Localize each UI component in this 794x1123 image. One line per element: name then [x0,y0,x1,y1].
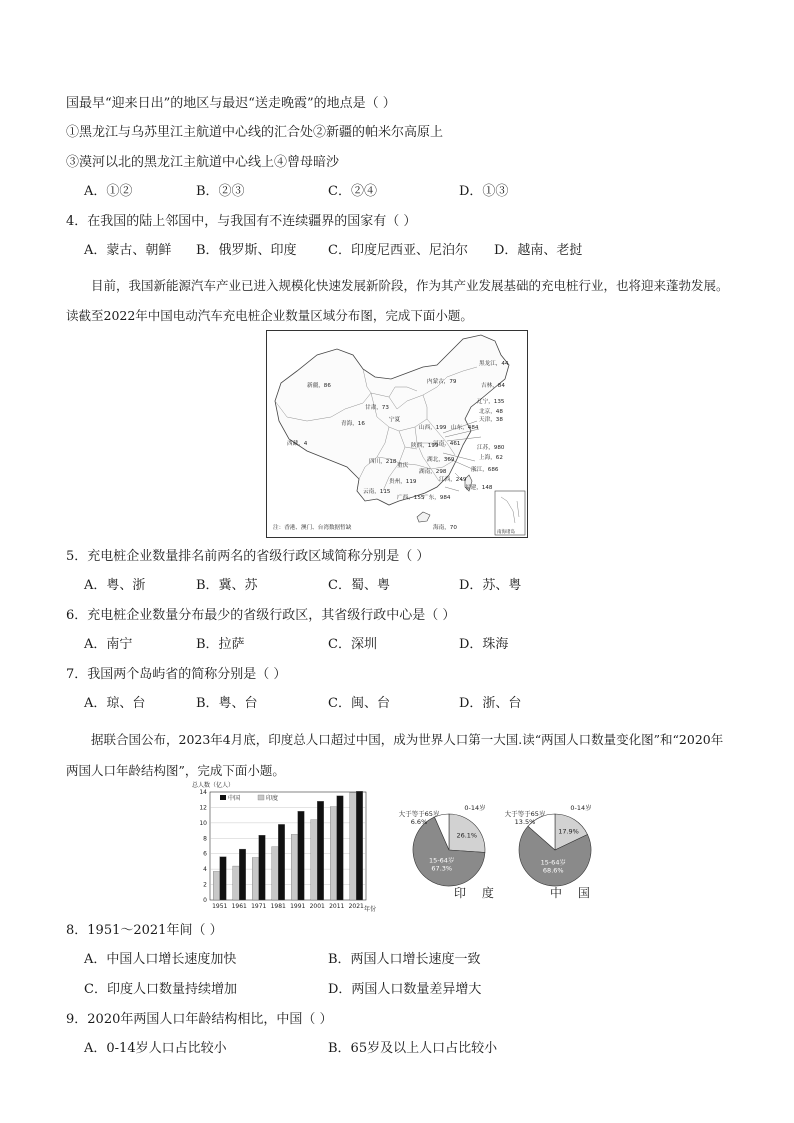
q5-option-a[interactable]: A．粤、浙 [84,578,146,593]
q7-option-a[interactable]: A．琼、台 [84,696,146,711]
bar-ytick-label: 4 [203,866,207,874]
pie-chart-china [500,788,610,898]
map-label-shanxi: 山西，199 [419,425,447,431]
map-label-yunnan: 云南，115 [363,489,391,495]
q3-option-b[interactable]: B．②③ [196,184,245,199]
map-label-hunan: 湖南，298 [419,469,447,475]
q7-stem: 7．我国两个岛屿省的简称分别是（ ） [66,667,287,682]
map-label-henan: 河南，461 [433,441,461,447]
pie-slice-value: 6.6% [410,818,428,826]
bar-xtick-label: 1981 [270,903,286,910]
bar-china [278,824,285,900]
q9-option-a[interactable]: A．0-14岁人口占比较小 [84,1041,227,1056]
pie-slice-label: 大于等于65岁 [398,810,440,818]
map-label-zhejiang: 浙江，686 [471,467,499,473]
q8-option-c[interactable]: C．印度人口数量持续增加 [84,982,237,997]
legend-label-india: 印度 [266,795,279,802]
bar-india [311,820,318,900]
q3-item-line-2: ③漠河以北的黑龙江主航道中心线上④曾母暗沙 [66,155,340,170]
q7-option-d[interactable]: D．浙、台 [459,696,522,711]
map-label-heilongjiang: 黑龙江，44 [479,361,509,367]
bar-ytick-label: 2 [203,881,207,889]
map-label-shandong: 山东，484 [451,425,479,431]
bar-xtick-label: 2011 [329,903,345,910]
map-label-guangxi: 广西，155 [397,495,425,501]
bar-ytick-label: 8 [203,835,207,843]
q8-option-a[interactable]: A．中国人口增长速度加快 [84,952,237,967]
population-bar-chart [180,780,380,916]
map-label-gansu: 甘肃，73 [365,405,389,411]
q3-item-line-1: ①黑龙江与乌苏里江主航道中心线的汇合处②新疆的帕米尔高原上 [66,125,444,140]
china-map-drawing [267,331,527,537]
bar-xtick-label: 1991 [290,903,306,910]
q3-stem: 国最早“迎来日出”的地区与最迟“送走晚霞”的地点是（ ） [66,96,396,111]
legend-label-china: 中国 [228,795,241,802]
legend-swatch-india [258,795,264,800]
q3-option-c[interactable]: C．②④ [328,184,377,199]
q8-option-d[interactable]: D．两国人口数量差异增大 [328,982,482,997]
q6-option-c[interactable]: C．深圳 [328,637,377,652]
q7-option-b[interactable]: B．粤、台 [196,696,258,711]
bar-ytick-label: 12 [199,804,207,812]
map-label-ningxia: 宁夏 [389,417,401,423]
bar-india [213,871,220,900]
map-label-guangdong: 广东，984 [423,495,451,501]
map-label-fujian: 福建，148 [465,485,493,491]
q5-stem: 5．充电桩企业数量排名前两名的省级行政区域简称分别是（ ） [66,549,430,564]
map-label-beijing: 北京，48 [479,409,503,415]
q5-option-d[interactable]: D．苏、粤 [459,578,522,593]
bar-india [291,834,298,900]
charging-pile-map [266,330,528,538]
q3-option-a[interactable]: A．①② [84,184,133,199]
map-label-neimenggu: 内蒙古，79 [427,379,457,385]
passage-charging-piles: 目前，我国新能源汽车产业已进入规模化快速发展新阶段，作为其产业发展基础的充电桩行业，也将迎来蓬勃发展。读截至2022年中国电动汽车充电桩企业数量区域分布图，完成下面小题。 [66,278,729,323]
pie-title-china: 中 国 [550,886,596,900]
map-label-shaanxi: 陕西，199 [411,443,439,449]
q6-option-d[interactable]: D．珠海 [459,637,509,652]
q7-option-c[interactable]: C．闽、台 [328,696,390,711]
map-label-guizhou: 贵州，119 [389,479,417,485]
pie-slice-value: 13.5% [514,818,536,826]
pie-slice-label: 15-64岁 [429,856,455,865]
bar-india [350,793,357,900]
bar-xtick-label: 1951 [212,903,228,910]
map-label-xinjiang: 新疆，86 [307,383,331,389]
bar-chart-xlabel: 年份 [364,906,377,913]
bar-xtick-label: 2021 [348,903,364,910]
bar-china [220,857,227,900]
pie-slice-label: 15-64岁 [540,858,566,867]
map-label-hainan: 海南，70 [433,525,457,531]
q4-option-a[interactable]: A．蒙古、朝鲜 [84,243,172,258]
pie-slice-label: 0-14岁 [570,804,592,812]
q5-option-b[interactable]: B．冀、苏 [196,578,258,593]
q9-option-b[interactable]: B．65岁及以上人口占比较小 [328,1041,498,1056]
map-label-chongqing: 重庆 [397,463,409,469]
q4-option-c[interactable]: C．印度尼西亚、尼泊尔 [328,243,468,258]
q9-stem: 9．2020年两国人口年龄结构相比，中国（ ） [66,1012,333,1027]
bar-china [356,791,363,900]
q4-option-b[interactable]: B．俄罗斯、印度 [196,243,297,258]
bar-india [330,807,337,900]
map-label-hubei: 湖北，369 [427,457,455,463]
bar-india [272,847,279,900]
bar-ytick-label: 10 [199,819,207,827]
map-inset-label: 南海诸岛 [497,530,515,535]
q6-option-a[interactable]: A．南宁 [84,637,133,652]
pie-slice-value: 26.1% [456,831,478,840]
q6-stem: 6．充电桩企业数量分布最少的省级行政区，其省级行政中心是（ ） [66,608,456,623]
passage-population: 据联合国公布，2023年4月底，印度总人口超过中国，成为世界人口第一大国.读“两国人口数量变化图”和“2020年两国人口年龄结构图”，完成下面小题。 [66,732,724,778]
bar-china [239,849,246,900]
pie-slice-value: 68.6% [542,866,564,875]
bar-china [317,801,324,900]
pie-slice-value: 17.9% [558,827,579,836]
q5-option-c[interactable]: C．蜀、粤 [328,578,390,593]
legend-swatch-china [220,795,226,800]
map-label-jilin: 吉林，84 [481,383,505,389]
pie-chart-india [394,788,504,898]
bar-ytick-label: 14 [199,789,207,796]
bar-china [259,835,266,900]
map-label-jiangsu: 江苏，980 [477,445,505,451]
q8-stem: 8．1951～2021年间（ ） [66,923,223,938]
map-label-tianjin: 天津，38 [479,417,503,423]
q4-stem: 4．在我国的陆上邻国中，与我国有不连续疆界的国家有（ ） [66,214,417,229]
bar-india [233,866,240,900]
bar-china [337,796,344,900]
bar-xtick-label: 1961 [231,903,247,910]
pie-slice-label: 大于等于65岁 [504,810,546,818]
pie-title-india: 印 度 [454,886,500,900]
bar-xtick-label: 1971 [251,903,267,910]
map-label-qinghai: 青海，16 [341,421,365,427]
q6-option-b[interactable]: B．拉萨 [196,637,245,652]
q3-option-d[interactable]: D．①③ [459,184,509,199]
map-label-shanghai: 上海，62 [479,455,503,461]
map-label-liaoning: 辽宁，135 [477,399,505,405]
pie-slice-value: 67.3% [431,864,453,873]
map-label-sichuan: 四川，218 [369,459,397,465]
bar-china [298,811,305,900]
map-label-xizang: 西藏，4 [287,441,308,447]
bar-ytick-label: 6 [203,850,207,858]
bar-chart-ylabel: 总人数（亿人） [192,782,235,789]
bar-india [252,858,259,900]
pie-slice-label: 0-14岁 [464,804,486,812]
bar-xtick-label: 2001 [309,903,325,910]
map-label-jiangxi: 江西，249 [439,477,467,483]
q8-option-b[interactable]: B．两国人口增长速度一致 [328,952,481,967]
bar-ytick-label: 0 [203,897,207,904]
map-note: 注：香港、澳门、台湾数据暂缺 [273,525,352,531]
q4-option-d[interactable]: D．越南、老挝 [494,243,583,258]
